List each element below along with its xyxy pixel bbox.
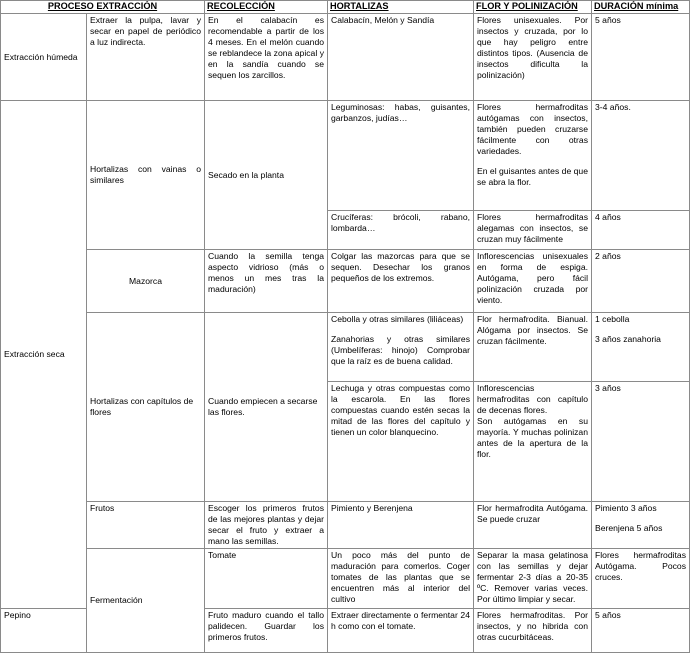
process-ferment: Fermentación [87, 548, 205, 652]
table-row-corn [1, 249, 690, 312]
group-tomato: Tomate [205, 548, 328, 608]
duration-crucifers: 4 años [592, 210, 690, 249]
table-row-onion [1, 312, 690, 381]
harvest-fruits: Escoger los primeros frutos de las mejores plantas y dejar secar el fruto y extraer a mano las semillas. [205, 501, 328, 548]
header-flower: FLOR Y POLINIZACIÓN [474, 1, 592, 14]
vegetables-tomato: Separar la masa gelatinosa con las semillas y dejar fermentar 2-3 días a 20-35 ºC. Remover varias veces. Por último limpiar y secar. [474, 548, 592, 608]
table-row-tomato [1, 548, 690, 608]
vegetables-onion-text: Cebolla y otras similares (liliáceas) [331, 313, 464, 324]
flower-legumes [474, 100, 592, 210]
duration-pepper-text: Pimiento 3 años [595, 502, 657, 513]
group-pods: Hortalizas con vainas o similares [87, 100, 205, 249]
vegetables-onion [328, 312, 474, 381]
duration-eggplant-text: Berenjena 5 años [595, 522, 663, 533]
duration-cucumber: 5 años [592, 608, 690, 652]
duration-legumes: 3-4 años. [592, 100, 690, 210]
vegetables-cucumber: Extraer directamente o fermentar 24 h como con el tomate. [328, 608, 474, 652]
harvest-heads: Cuando empiecen a secarse las flores. [205, 312, 328, 501]
vegetables-legumes: Leguminosas: habas, guisantes, garbanzos, judías… [328, 100, 474, 210]
table-row-legumes [1, 100, 690, 210]
header-duration: DURACIÓN mínima [592, 1, 690, 14]
harvest-pods: Secado en la planta [205, 100, 328, 249]
flower-legumes-note: En el guisantes antes de que se abra la flor. [477, 165, 588, 187]
group-heads: Hortalizas con capítulos de flores [87, 312, 205, 501]
flower-lettuce-text: Inflorescencias hermafroditas con capítulo de decenas flores. [477, 382, 588, 415]
flower-lettuce-note: Son autógamas en su mayoría. Y muchas polinizan antes de la apertura de la flor. [477, 415, 588, 459]
harvest-tomato: Un poco más del punto de maduración para comerlos. Coger tomates de las plantas que se encuentren más al interior del cultivo [328, 548, 474, 608]
flower-fruits: Flor hermafrodita Autógama. Se puede cruzar [474, 501, 592, 548]
vegetables-lettuce: Lechuga y otras compuestas como la escarola. En las flores compuestas cuando estén secas la mitad de las flores del capítulo y tienen un color blanquecino. [328, 381, 474, 501]
header-row [1, 1, 690, 14]
method-wet: Extraer la pulpa, lavar y secar en papel de periódico a luz indirecta. [87, 13, 205, 100]
duration-onion [592, 312, 690, 381]
header-process: PROCESO EXTRACCIÓN [1, 1, 205, 14]
flower-tomato: Flores hermafroditas Autógama. Pocos cruces. [592, 548, 690, 608]
header-vegetables: HORTALIZAS [328, 1, 474, 14]
duration-corn: 2 años [592, 249, 690, 312]
group-cucumber: Pepino [1, 608, 87, 652]
flower-crucifers: Flores hermafroditas alegamas con insectos, se cruzan muy fácilmente [474, 210, 592, 249]
vegetables-corn: Colgar las mazorcas para que se sequen. Desechar los granos pequeños de los extremos. [328, 249, 474, 312]
vegetables-wet: Calabacín, Melón y Sandía [328, 13, 474, 100]
group-corn: Mazorca [87, 249, 205, 312]
flower-cucumber: Flores hermafroditas. Por insectos, y no hibrida con otras cucurbitáceas. [474, 608, 592, 652]
vegetables-carrot-text: Zanahorias y otras similares (Umbelíferas: hinojo) Comprobar que la raíz es de buena calidad. [331, 333, 470, 366]
duration-lettuce: 3 años [592, 381, 690, 501]
duration-wet: 5 años [592, 13, 690, 100]
group-fruits: Frutos [87, 501, 205, 548]
vegetables-fruits: Pimiento y Berenjena [328, 501, 474, 548]
flower-corn: Inflorescencias unisexuales en forma de espiga. Autógama, pero fácil polinización cruzada por viento. [474, 249, 592, 312]
vegetables-crucifers: Crucíferas: brócoli, rabano, lombarda… [328, 210, 474, 249]
process-dry: Extracción seca [1, 100, 87, 608]
flower-wet: Flores unisexuales. Por insectos y cruzada, por lo que hay peligro entre distintos tipos. (Ausencia de insectos dificulta la polinización) [474, 13, 592, 100]
flower-lettuce [474, 381, 592, 501]
harvest-corn: Cuando la semilla tenga aspecto vidrioso (más o menos un mes tras la maduración) [205, 249, 328, 312]
harvest-wet: En el calabacín es recomendable a partir de los 4 meses. En el melón cuando se reblandece la zona apical y en la sandía cuando se sequen los zarcillos. [205, 13, 328, 100]
duration-onion-text: 1 cebolla [595, 313, 630, 324]
duration-carrot-text: 3 años zanahoria [595, 333, 661, 344]
process-wet: Extracción húmeda [1, 13, 87, 100]
harvest-cucumber: Fruto maduro cuando el tallo palidecen. Guardar los primeros frutos. [205, 608, 328, 652]
table-row-wet [1, 13, 690, 100]
flower-legumes-text: Flores hermafroditas autógamas con insectos, también pueden cruzarse fácilmente con otras variedades. [477, 101, 588, 156]
header-harvest: RECOLECCIÓN [205, 1, 328, 14]
duration-fruits [592, 501, 690, 548]
table-row-fruits [1, 501, 690, 548]
flower-onion: Flor hermafrodita. Bianual. Alógama por insectos. Se cruzan fácilmente. [474, 312, 592, 381]
